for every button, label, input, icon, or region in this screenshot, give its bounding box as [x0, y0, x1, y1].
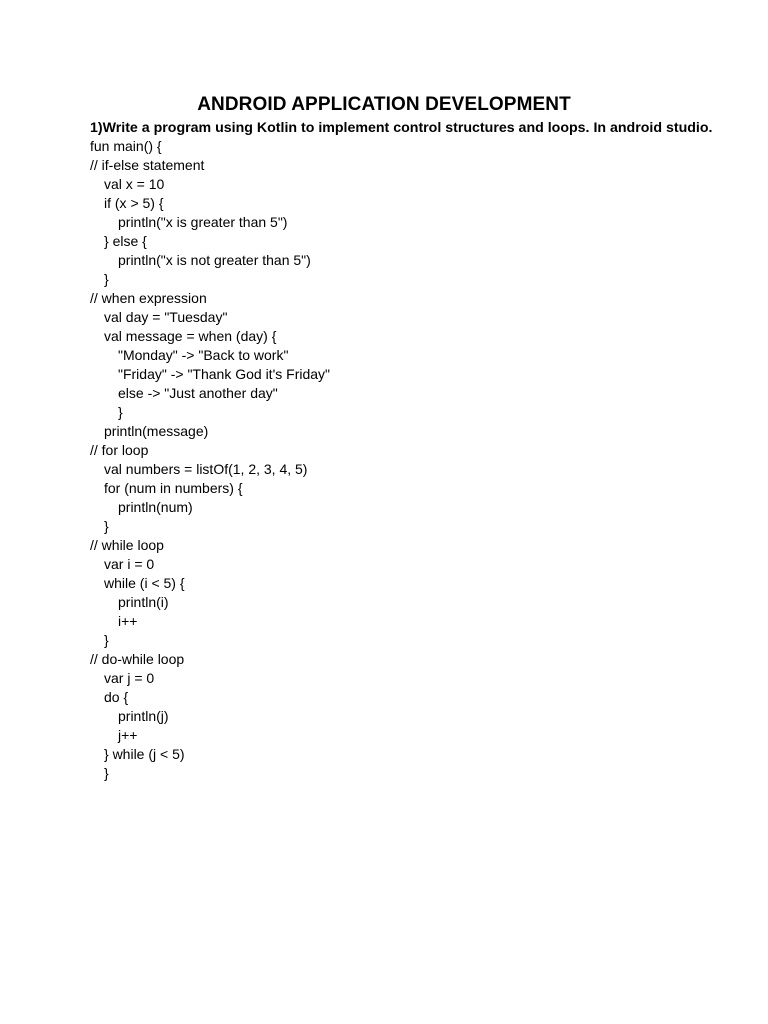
code-line: } — [104, 765, 109, 781]
code-line: } — [104, 518, 109, 534]
document-title: ANDROID APPLICATION DEVELOPMENT — [197, 94, 571, 115]
code-line: val message = when (day) { — [104, 328, 277, 344]
code-line: "Monday" -> "Back to work" — [118, 347, 289, 363]
code-line: do { — [104, 689, 129, 705]
code-line: } else { — [104, 233, 147, 249]
code-line: // do-while loop — [90, 651, 185, 667]
question-text: 1)Write a program using Kotlin to implement control structures and loops. In android studio. — [90, 120, 713, 136]
code-listing — [90, 137, 730, 783]
code-line: i++ — [118, 613, 138, 629]
code-line: println(j) — [118, 708, 169, 724]
code-line: // if-else statement — [90, 157, 205, 173]
code-line: var i = 0 — [104, 556, 155, 572]
code-line: val day = "Tuesday" — [104, 309, 228, 325]
code-line: if (x > 5) { — [104, 195, 164, 211]
code-line: } — [118, 404, 123, 420]
code-line: } — [104, 271, 109, 287]
code-line: } — [104, 632, 109, 648]
code-line: val numbers = listOf(1, 2, 3, 4, 5) — [104, 461, 308, 477]
code-line: // when expression — [90, 290, 207, 306]
code-line: var j = 0 — [104, 670, 155, 686]
code-line: println("x is not greater than 5") — [118, 252, 311, 268]
code-line: } while (j < 5) — [104, 746, 185, 762]
code-line: for (num in numbers) { — [104, 480, 243, 496]
code-line: // while loop — [90, 537, 164, 553]
code-line: else -> "Just another day" — [118, 385, 278, 401]
code-line: fun main() { — [90, 138, 162, 154]
code-line: // for loop — [90, 442, 149, 458]
code-line: println(num) — [118, 499, 193, 515]
code-line: val x = 10 — [104, 176, 165, 192]
code-line: "Friday" -> "Thank God it's Friday" — [118, 366, 331, 382]
code-line: println("x is greater than 5") — [118, 214, 288, 230]
code-line: println(message) — [104, 423, 209, 439]
code-line: j++ — [118, 727, 138, 743]
code-line: while (i < 5) { — [104, 575, 185, 591]
code-line: println(i) — [118, 594, 169, 610]
